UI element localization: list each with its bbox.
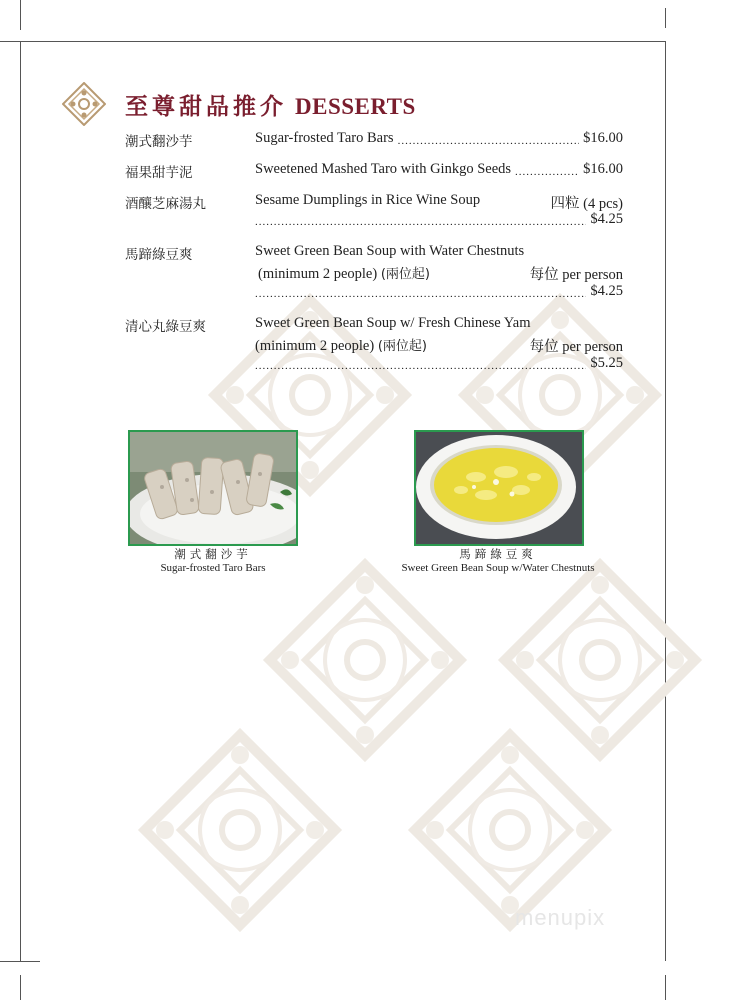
item-chinese-name: 酒釀芝麻湯丸 <box>125 196 206 212</box>
item-quantity: 四粒 (4 pcs) <box>550 196 623 212</box>
item-note: (minimum 2 people) <box>258 266 378 282</box>
leader-dots <box>398 135 580 147</box>
item-price: $4.25 <box>590 211 623 227</box>
leader-dots <box>255 288 586 300</box>
title-chinese: 至尊甜品推介 <box>125 94 287 119</box>
item-english-name: Sugar-frosted Taro Bars <box>255 130 394 146</box>
taro-bars-image <box>130 432 296 544</box>
caption-english: Sugar-frosted Taro Bars <box>160 562 266 574</box>
item-price: $5.25 <box>590 355 623 371</box>
item-chinese-name: 福果甜芋泥 <box>125 165 193 181</box>
item-english-name: Sweetened Mashed Taro with Ginkgo Seeds <box>255 161 512 177</box>
item-note-chinese: (兩位起) <box>377 339 427 354</box>
title-english: DESSERTS <box>295 94 416 119</box>
item-chinese-name: 潮式翻沙芋 <box>125 134 193 150</box>
leader-dots <box>255 216 586 228</box>
menu-item <box>125 161 625 181</box>
leader-dots <box>255 360 586 372</box>
item-price-line <box>255 283 623 300</box>
item-price-line <box>255 355 623 372</box>
item-note-chinese: (兩位起) <box>380 267 430 282</box>
caption-chinese: 潮式翻沙芋 <box>174 547 252 561</box>
menu-item <box>125 130 625 150</box>
photo-caption <box>128 547 298 575</box>
item-quantity: 每位 per person <box>529 267 623 283</box>
menu-item <box>125 315 625 375</box>
item-line <box>255 243 623 260</box>
item-note-line <box>255 335 623 355</box>
green-bean-soup-photo <box>414 430 584 546</box>
item-note: (minimum 2 people) <box>255 338 375 354</box>
page-title <box>125 88 416 121</box>
watermark: menupix <box>515 905 606 930</box>
item-english-name: Sweet Green Bean Soup with Water Chestnuts <box>255 243 525 259</box>
item-english-name: Sesame Dumplings in Rice Wine Soup <box>255 192 481 208</box>
leader-dots <box>515 166 579 178</box>
caption-chinese: 馬蹄綠豆爽 <box>459 547 537 561</box>
item-line <box>255 161 623 178</box>
item-line <box>255 130 623 147</box>
item-chinese-name: 馬蹄綠豆爽 <box>125 247 193 263</box>
menu-item <box>125 243 625 303</box>
item-price: $16.00 <box>583 130 623 146</box>
menu-item <box>125 192 625 232</box>
green-bean-soup-image <box>416 432 582 544</box>
taro-bars-photo <box>128 430 298 546</box>
item-line <box>255 315 623 332</box>
item-price: $4.25 <box>590 283 623 299</box>
item-price: $16.00 <box>583 161 623 177</box>
item-line <box>255 192 623 212</box>
photo-caption <box>390 547 606 575</box>
item-chinese-name: 清心丸綠豆爽 <box>125 319 206 335</box>
item-price-line <box>255 211 623 228</box>
item-note-line <box>258 263 623 283</box>
item-english-name: Sweet Green Bean Soup w/ Fresh Chinese Yam <box>255 315 531 331</box>
diamond-ornament-icon <box>62 82 106 126</box>
caption-english: Sweet Green Bean Soup w/Water Chestnuts <box>401 562 595 574</box>
item-quantity: 每位 per person <box>529 339 623 355</box>
